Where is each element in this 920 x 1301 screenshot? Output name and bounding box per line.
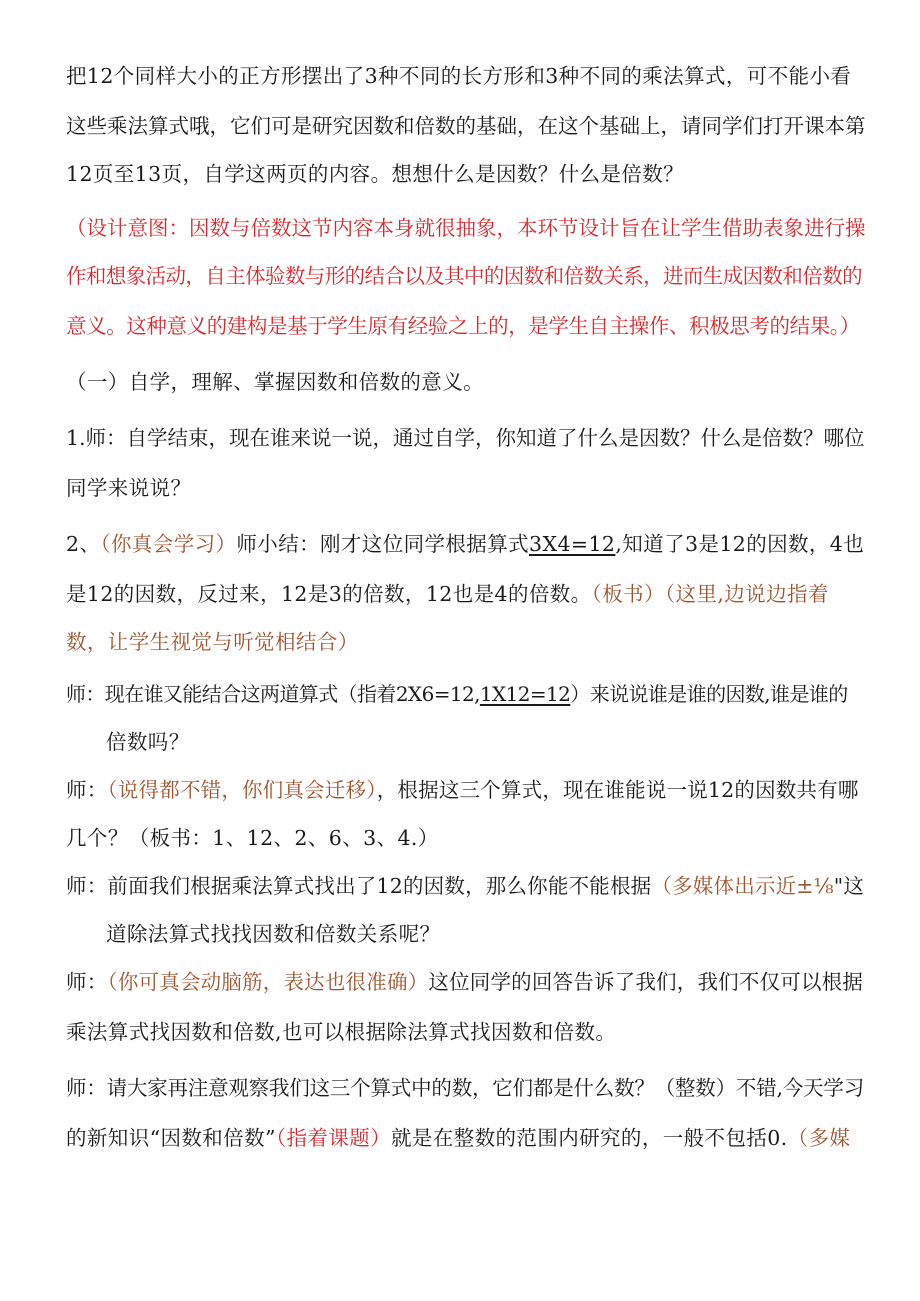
item4-praise: （说得都不错，你们真会迁移）	[107, 778, 377, 802]
item3-text-a: 师：现在谁又能结合这两道算式（指着	[66, 682, 396, 706]
para1-line1: 把12个同样大小的正方形摆出了3种不同的长方形和3种不同的乘法算式，可不能小看	[66, 64, 852, 88]
item6-praise: （你可真会动脑筋，表达也很准确）	[107, 970, 429, 994]
item4-label: 师：	[66, 778, 108, 802]
item6-label: 师：	[66, 970, 108, 994]
item2-line2-text: 是12的因数，反过来，12是3的倍数，12也是4的倍数。	[66, 582, 592, 606]
item6-line1	[66, 968, 863, 996]
item5-line1	[66, 872, 864, 900]
item7-note: （指着课题）	[275, 1126, 392, 1150]
para1-line3: 12页至13页，自学这两页的内容。想想什么是因数？什么是倍数？	[66, 162, 685, 186]
item2-number: 2、	[66, 532, 101, 556]
item4-line2: 几个？（板书：1、12、2、6、3、4.）	[66, 826, 439, 850]
item6-text: 这位同学的回答告诉了我们，我们不仅可以根据	[428, 970, 864, 994]
item2-board-note: （板书）（这里,边说边指着	[591, 582, 829, 606]
item7-line2	[66, 1124, 850, 1152]
item7-line1: 师：请大家再注意观察我们这三个算式中的数，它们都是什么数？（整数）不错,今天学习	[66, 1076, 865, 1100]
item2-text-a: 师小结：刚才这位同学根据算式	[236, 532, 530, 556]
item5-media-note: （多媒体出示近±⅛	[651, 874, 834, 898]
section-heading: （一）自学，理解、掌握因数和倍数的意义。	[66, 370, 484, 394]
item3-line1	[66, 680, 848, 708]
design-intent-line1: （设计意图：因数与倍数这节内容本身就很抽象，本环节设计旨在让学生借助表象进行操	[66, 216, 866, 240]
item5-text-a: 师：前面我们根据乘法算式找出了12的因数，那么你能不能根据	[66, 874, 652, 898]
item2-line3: 数，让学生视觉与听觉相结合）	[66, 630, 359, 654]
item2-line2	[66, 580, 829, 608]
item2-praise: （你真会学习）	[100, 532, 237, 556]
para1-line2: 这些乘法算式哦，它们可是研究因数和倍数的基础，在这个基础上，请同学们打开课本第	[66, 114, 866, 138]
item2-equation: 3X4=12	[529, 532, 616, 556]
item7-text-b: 就是在整数的范围内研究的，一般不包括0.	[391, 1126, 788, 1150]
item6-line2: 乘法算式找因数和倍数,也可以根据除法算式找因数和倍数。	[66, 1020, 617, 1044]
item3-line2: 倍数吗？	[106, 730, 190, 754]
design-intent-line3: 意义。这种意义的建构是基于学生原有经验之上的，是学生自主操作、积极思考的结果。）	[66, 314, 860, 338]
item1-line2: 同学来说说？	[66, 476, 192, 500]
item7-text-a: 的新知识“因数和倍数”	[66, 1126, 276, 1150]
item4-text: ，根据这三个算式，现在谁能说一说12的因数共有哪	[376, 778, 859, 802]
item7-media-note: （多媒	[787, 1126, 851, 1150]
item2-line1	[66, 530, 864, 558]
item5-text-b: "这	[833, 874, 865, 898]
item5-line2: 道除法算式找找因数和倍数关系呢？	[106, 922, 441, 946]
design-intent-line2: 作和想象活动，自主体验数与形的结合以及其中的因数和倍数关系，进而生成因数和倍数的	[66, 264, 862, 288]
item1-line1: 1.师：自学结束，现在谁来说一说，通过自学，你知道了什么是因数？什么是倍数？哪位	[66, 426, 865, 450]
item3-eq1: 2X6=12,	[395, 682, 480, 706]
item3-text-b: ）来说说谁是谁的因数,谁是谁的	[570, 682, 848, 706]
item4-line1	[66, 776, 859, 804]
item2-text-b: ,知道了3是12的因数，4也	[615, 532, 865, 556]
item3-eq2: 1X12=12	[479, 682, 571, 706]
